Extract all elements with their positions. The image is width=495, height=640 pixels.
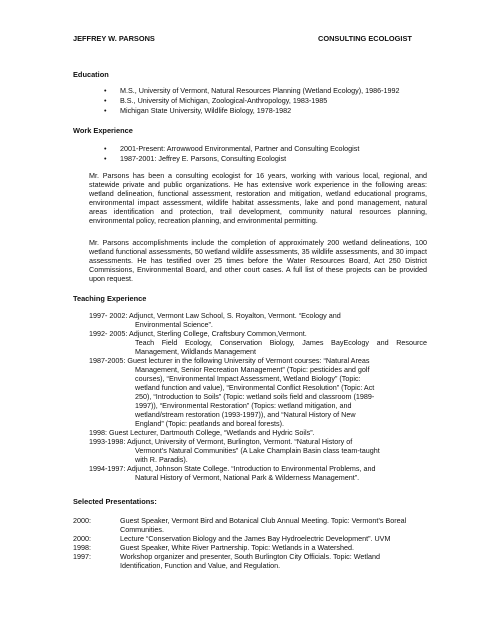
- header-name: JEFFREY W. PARSONS: [73, 34, 155, 43]
- teaching-line: Management, Senior Recreation Management” (Topic: pesticides and golf: [135, 365, 370, 374]
- presentation-text: Identification, Function and Value, and Regulation.: [120, 561, 281, 570]
- bullet-icon: •: [104, 96, 107, 105]
- teaching-line: Management, Wildlands Management: [135, 347, 257, 356]
- teaching-line: with R. Paradis).: [135, 455, 188, 464]
- work-item: 2001-Present: Arrowwood Environmental, Partner and Consulting Ecologist: [120, 144, 360, 153]
- teaching-line: wetland function and value), “Environmental Conflict Resolution” (Topic: Act: [135, 383, 375, 392]
- bullet-icon: •: [104, 144, 107, 153]
- presentation-text: Communities.: [120, 525, 164, 534]
- education-item: Michigan State University, Wildlife Biology, 1978-1982: [120, 106, 292, 115]
- education-item: M.S., University of Vermont, Natural Resources Planning (Wetland Ecology), 1986-1992: [120, 86, 400, 95]
- work-item: 1987-2001: Jeffrey E. Parsons, Consulting Ecologist: [120, 154, 287, 163]
- teaching-line: 1997)), “Environmental Restoration” (Topics: wetland mitigation, and: [135, 401, 352, 410]
- presentation-text: Lecture “Conservation Biology and the James Bay Hydroelectric Development”. UVM: [120, 534, 391, 543]
- education-item: B.S., University of Michigan, Zoological-Anthropology, 1983-1985: [120, 96, 328, 105]
- header-title: CONSULTING ECOLOGIST: [318, 34, 412, 43]
- presentation-date: 2000:: [73, 534, 91, 543]
- teaching-line: Vermont’s Natural Communities” (A Lake Champlain Basin class team-taught: [135, 446, 380, 455]
- teaching-line: 250), “Introduction to Soils” (Topic: wetland soils field and classroom (1989-: [135, 392, 375, 401]
- teaching-line: 1993-1998: Adjunct, University of Vermont, Burlington, Vermont. “Natural History of: [89, 437, 353, 446]
- teaching-line: courses), “Environmental Impact Assessment, Wetland Biology” (Topic:: [135, 374, 361, 383]
- bullet-icon: •: [104, 106, 107, 115]
- teaching-line: Environmental Science”.: [135, 320, 213, 329]
- presentation-text: Guest Speaker, White River Partnership. Topic: Wetlands in a Watershed.: [120, 543, 354, 552]
- presentation-text: Workshop organizer and presenter, South Burlington City Officials. Topic: Wetland: [120, 552, 380, 561]
- education-heading: Education: [73, 70, 109, 79]
- presentations-heading: Selected Presentations:: [73, 497, 157, 506]
- presentation-date: 2000:: [73, 516, 91, 525]
- teaching-line: 1987-2005: Guest lecturer in the following University of Vermont courses: “Natural Areas: [89, 356, 370, 365]
- teaching-line: 1997- 2002: Adjunct, Vermont Law School, S. Royalton, Vermont. “Ecology and: [89, 311, 341, 320]
- teaching-heading: Teaching Experience: [73, 294, 147, 303]
- work-paragraph-2: Mr. Parsons accomplishments include the completion of approximately 200 wetland delineations, 100 wetland functional assessments, 50 wetland wildlife assessments, 35 wildlife assessments, and 30 impact assessments. He has testified over 25 times before the Water Resources Board, Act 250 District Commissions, Environmental Board, and other court cases. A full list of these projects can be provided upon request.: [89, 238, 427, 284]
- bullet-icon: •: [104, 154, 107, 163]
- presentation-date: 1997:: [73, 552, 91, 561]
- teaching-line: 1998: Guest Lecturer, Dartmouth College, “Wetlands and Hydric Soils”.: [89, 428, 315, 437]
- bullet-icon: •: [104, 86, 107, 95]
- teaching-line: Natural History of Vermont, National Park & Wilderness Management”.: [135, 473, 360, 482]
- presentation-date: 1998:: [73, 543, 91, 552]
- teaching-line: wetland/stream restoration (1993-1997)), and “Natural History of New: [135, 410, 356, 419]
- presentation-text: Guest Speaker, Vermont Bird and Botanical Club Annual Meeting. Topic: Vermont’s Boreal: [120, 516, 407, 525]
- teaching-line: England” (Topic: peatlands and boreal forests).: [135, 419, 285, 428]
- teaching-line: 1992- 2005: Adjunct, Sterling College, Craftsbury Common,Vermont.: [89, 329, 307, 338]
- work-paragraph-1: Mr. Parsons has been a consulting ecologist for 16 years, working with various local, regional, and statewide private and public organizations. He has extensive work experience in the following areas: wetland delineation, functional assessment, restoration and mitigation, wetland educational programs, environmental impact assessment, wildlife habitat assessments, lake and pond management, natural areas identification and protection, trail development, community natural resources planning, environmental policy, recreation planning, and environmental permitting.: [89, 171, 427, 226]
- teaching-line: Teach Field Ecology, Conservation Biology, James BayEcology and Resource: [135, 338, 427, 347]
- work-heading: Work Experience: [73, 126, 133, 135]
- teaching-line: 1994-1997: Adjunct, Johnson State College. “Introduction to Environmental Problems, and: [89, 464, 376, 473]
